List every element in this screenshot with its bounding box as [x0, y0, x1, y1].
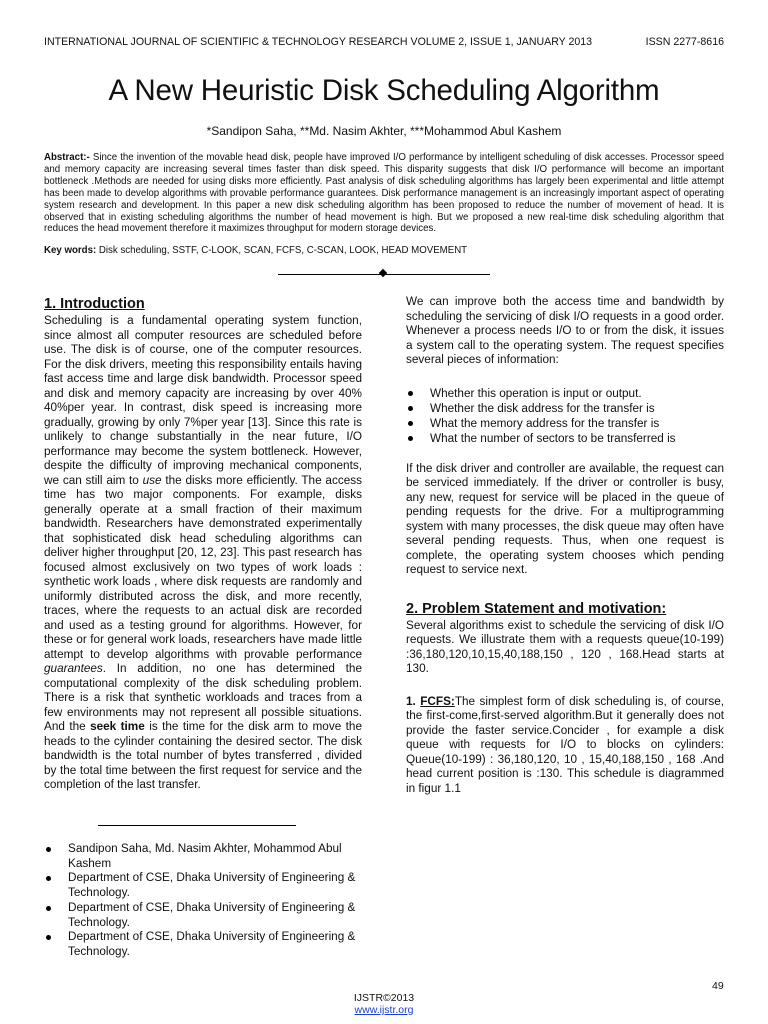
footnote-text: Department of CSE, Dhaka University of Engineering & Technology. — [68, 930, 356, 958]
bullet-icon — [408, 421, 413, 426]
paper-title: A New Heuristic Disk Scheduling Algorithm — [108, 74, 660, 107]
journal-url-link[interactable]: www.ijstr.org — [354, 1004, 414, 1016]
author-list: *Sandipon Saha, **Md. Nasim Akhter, ***Mohammod Abul Kashem — [206, 124, 562, 138]
bullet-icon — [408, 391, 413, 396]
intro-text-1: Scheduling is a fundamental operating system function, since almost all computer resources are scheduled before use. The disk is of course, one of the computer resources. For the disk drivers, meeting this responsibility entails having fast access time and large disk bandwidth. Processor speed and disk and memory capacity are increasing by over 40% 40%per year. In contrast, disk speed is increasing more gradually, growing by only 7%per year [13]. Since this rate is unlikely to change substantially in the near future, I/O performance may become the system bottleneck. However, despite the difficulty of improving mechanical components, we can still aim to — [44, 314, 362, 487]
page-footer — [0, 992, 768, 1016]
introduction-heading: 1. Introduction — [44, 296, 145, 312]
footnote-item — [44, 901, 362, 930]
abstract-label: Abstract:- — [44, 152, 90, 163]
page-number: 49 — [712, 980, 724, 992]
fcfs-paragraph — [406, 695, 724, 797]
list-item-text: What the memory address for the transfer is — [430, 416, 660, 430]
driver-paragraph: If the disk driver and controller are available, the request can be serviced immediately. If the driver or controller is busy, any new, request for service will be placed in the queue of pending requests for the drive. For a multiprogramming system with many processes, the disk queue may often have several pending requests. Thus, when one request is complete, the operating system chooses which pending request to service next. — [406, 461, 724, 576]
intro-emphasis-guarantees: guarantees — [44, 662, 103, 675]
bullet-icon — [408, 436, 413, 441]
author-footnotes — [44, 842, 362, 960]
fcfs-text: The simplest form of disk scheduling is, of course, the first-come,first-served algorithm.But it generally does not provide the faster service.Concider , for example a disk queue with requests for I/O to blocks on cylinders: Queue(10-199) : 36,180,120, 10 , 15,40,188,150 , 168 .And head current position is :130. This schedule is diagrammed in figur 1.1 — [406, 694, 724, 795]
bullet-icon — [46, 935, 51, 940]
intro-text-4: is the time for the disk arm to move the heads to the cylinder containing the desired sector. The disk bandwidth is the total number of bytes transferred , divided by the total time between the first request for service and the completion of the last transfer. — [44, 720, 362, 791]
divider-diamond-icon — [379, 269, 387, 277]
left-column — [44, 295, 362, 793]
list-item-text: What the number of sectors to be transferred is — [430, 431, 676, 445]
introduction-paragraph — [44, 314, 362, 793]
footnote-text: Department of CSE, Dhaka University of Engineering & Technology. — [68, 871, 356, 900]
intro-emphasis-use: use — [142, 473, 162, 487]
keywords-text: Disk scheduling, SSTF, C-LOOK, SCAN, FCFS, C-SCAN, LOOK, HEAD MOVEMENT — [96, 245, 468, 256]
footnote-item — [44, 842, 362, 871]
list-item — [406, 401, 724, 416]
list-item — [406, 431, 724, 446]
issn: ISSN 2277-8616 — [645, 36, 724, 48]
bullet-icon — [46, 876, 51, 881]
bullet-icon — [46, 847, 51, 852]
seek-time-term: seek time — [90, 720, 145, 733]
footnote-rule — [98, 825, 296, 826]
problem-heading: 2. Problem Statement and motivation: — [406, 600, 667, 617]
list-item-text: Whether the disk address for the transfer is — [430, 401, 655, 415]
list-item — [406, 416, 724, 431]
problem-paragraph: Several algorithms exist to schedule the servicing of disk I/O requests. We illustrate them with a requests queue(10-199) :36,180,120,10,15,40,188,150 , 120 , 168.Head starts at 130. — [406, 618, 724, 675]
request-paragraph: We can improve both the access time and bandwidth by scheduling the servicing of disk I/O requests in a good order. Whenever a process needs I/O to or from the disk, it issues a system call to the operating system. The request specifies several pieces of information: — [406, 295, 724, 366]
footnote-item — [44, 930, 362, 959]
footnote-text: Sandipon Saha, Md. Nasim Akhter, Mohammod Abul Kashem — [68, 842, 342, 870]
footnote-text: Department of CSE, Dhaka University of Engineering & Technology. — [68, 900, 356, 929]
bullet-icon — [408, 406, 413, 411]
bullet-icon — [46, 906, 51, 911]
keywords-label: Key words: — [44, 245, 97, 256]
request-info-list — [406, 386, 724, 446]
keywords — [44, 245, 724, 256]
footnote-item — [44, 871, 362, 900]
list-item-text: Whether this operation is input or output. — [430, 386, 642, 400]
list-item — [406, 386, 724, 401]
fcfs-number: 1. — [406, 694, 421, 708]
running-header — [44, 36, 724, 52]
abstract — [44, 152, 724, 235]
intro-text-2: the disks more efficiently. The access time has two major components. For example, disks generally operate at a small fraction of their maximum bandwidth. Researchers have demonstrated experimentally that sophisticated disk head scheduling algorithms can deliver higher throughput [20, 12, 23]. This past research has focused almost exclusively on two types of work loads : synthetic work loads , where disk requests are randomly and uniformly distributed across the disk, and more recently, traces, where the requests to an actual disk are recorded and used as a testing ground for algorithms. However, for these or for general work loads, researchers have made little attempt to develop algorithms with provable performance — [44, 473, 362, 661]
intro-text-3: . In addition, no one has determined the computational complexity of the disk scheduling problem. There is a risk that synthetic workloads and traces from a few environments may not represent all possible situations. And the — [44, 662, 362, 733]
abstract-text: Since the invention of the movable head disk, people have improved I/O performance by intelligent scheduling of disk accesses. Processor speed and memory capacity are increasing several times faster than disk speed. This disparity suggests that disk I/O performance will become an important bottleneck .Methods are needed for using disks more efficiently. Past analysis of disk scheduling algorithms has largely been experimental and little attempt has been made to develop algorithms with provable performance guarantees. Disk performance management is an increasingly important aspect of operating system research and development. In this paper a new disk scheduling algorithm has been proposed to reduce the number of movement of head. It is observed that in existing scheduling algorithms the number of head movement is high. But we proposed a new real-time disk scheduling algorithm that reduces the head movement therefore it maximizes throughput for modern storage devices. — [44, 152, 724, 235]
right-column — [406, 295, 724, 796]
fcfs-term: FCFS: — [420, 694, 455, 708]
journal-name: INTERNATIONAL JOURNAL OF SCIENTIFIC & TECHNOLOGY RESEARCH VOLUME 2, ISSUE 1, JANUARY 2013 — [44, 36, 593, 48]
copyright: IJSTR©2013 — [353, 992, 415, 1004]
